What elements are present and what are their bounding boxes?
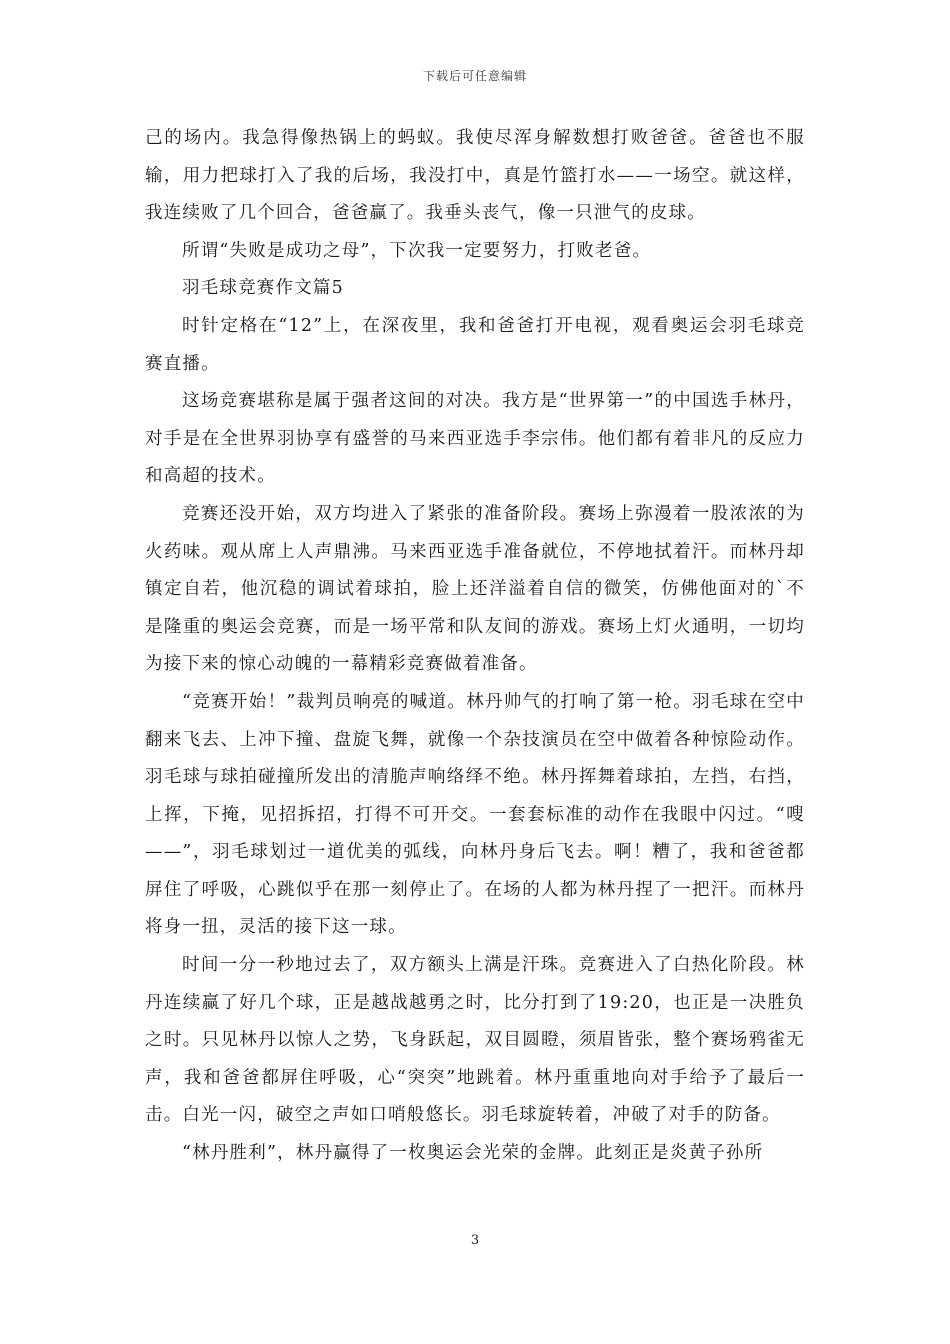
page-header: 下载后可任意编辑 xyxy=(422,69,527,83)
paragraph: 竞赛还没开始，双方均进入了紧张的准备阶段。赛场上弥漫着一股浓浓的为火药味。观从席上人声鼎沸。马来西亚选手准备就位，不停地拭着汗。而林丹却镇定自若，他沉稳的调试着球拍，脸上还洋溢着自信的微笑，仿佛他面对的`不是隆重的奥运会竞赛，而是一场平常和队友间的游戏。赛场上灯火通明，一切均为接下来的惊心动魄的一幕精彩竞赛做着准备。 xyxy=(145,503,805,675)
paragraph: 所谓“失败是成功之母”，下次我一定要努力，打败老爸。 xyxy=(182,240,652,261)
paragraph: 己的场内。我急得像热锅上的蚂蚁。我使尽浑身解数想打败爸爸。爸爸也不服输，用力把球打入了我的后场，我没打中，真是竹篮打水——一场空。就这样，我连续败了几个回合，爸爸赢了。我垂头丧气，像一只泄气的皮球。 xyxy=(145,128,805,224)
section-heading: 羽毛球竞赛作文篇5 xyxy=(182,278,344,299)
paragraph: 时间一分一秒地过去了，双方额头上满是汗珠。竞赛进入了白热化阶段。林丹连续赢了好几个球，正是越战越勇之时，比分打到了19:20，也正是一决胜负之时。只见林丹以惊人之势，飞身跃起，双目圆瞪，须眉皆张，整个赛场鸦雀无声，我和爸爸都屏住呼吸，心“突突”地跳着。林丹重重地向对手给予了最后一击。白光一闪，破空之声如口哨般悠长。羽毛球旋转着，冲破了对手的防备。 xyxy=(145,955,805,1126)
page-number: 3 xyxy=(470,1233,480,1248)
paragraph: “竞赛开始！”裁判员响亮的喊道。林丹帅气的打响了第一枪。羽毛球在空中翻来飞去、上冲下撞、盘旋飞舞，就像一个杂技演员在空中做着各种惊险动作。羽毛球与球拍碰撞所发出的清脆声响络绎不绝。林丹挥舞着球拍，左挡，右挡，上挥，下掩，见招拆招，打得不可开交。一套套标准的动作在我眼中闪过。“嗖——”，羽毛球划过一道优美的弧线，向林丹身后飞去。啊！糟了，我和爸爸都屏住了呼吸，心跳似乎在那一刻停止了。在场的人都为林丹捏了一把汗。而林丹将身一扭，灵活的接下这一球。 xyxy=(145,691,805,938)
paragraph: 时针定格在“12”上，在深夜里，我和爸爸打开电视，观看奥运会羽毛球竞赛直播。 xyxy=(145,315,805,374)
document-body xyxy=(145,120,805,1173)
paragraph: 这场竞赛堪称是属于强者这间的对决。我方是“世界第一”的中国选手林丹，对手是在全世界羽协享有盛誉的马来西亚选手李宗伟。他们都有着非凡的反应力和高超的技术。 xyxy=(145,391,805,487)
paragraph: “林丹胜利”，林丹赢得了一枚奥运会光荣的金牌。此刻正是炎黄子孙所 xyxy=(182,1143,764,1164)
